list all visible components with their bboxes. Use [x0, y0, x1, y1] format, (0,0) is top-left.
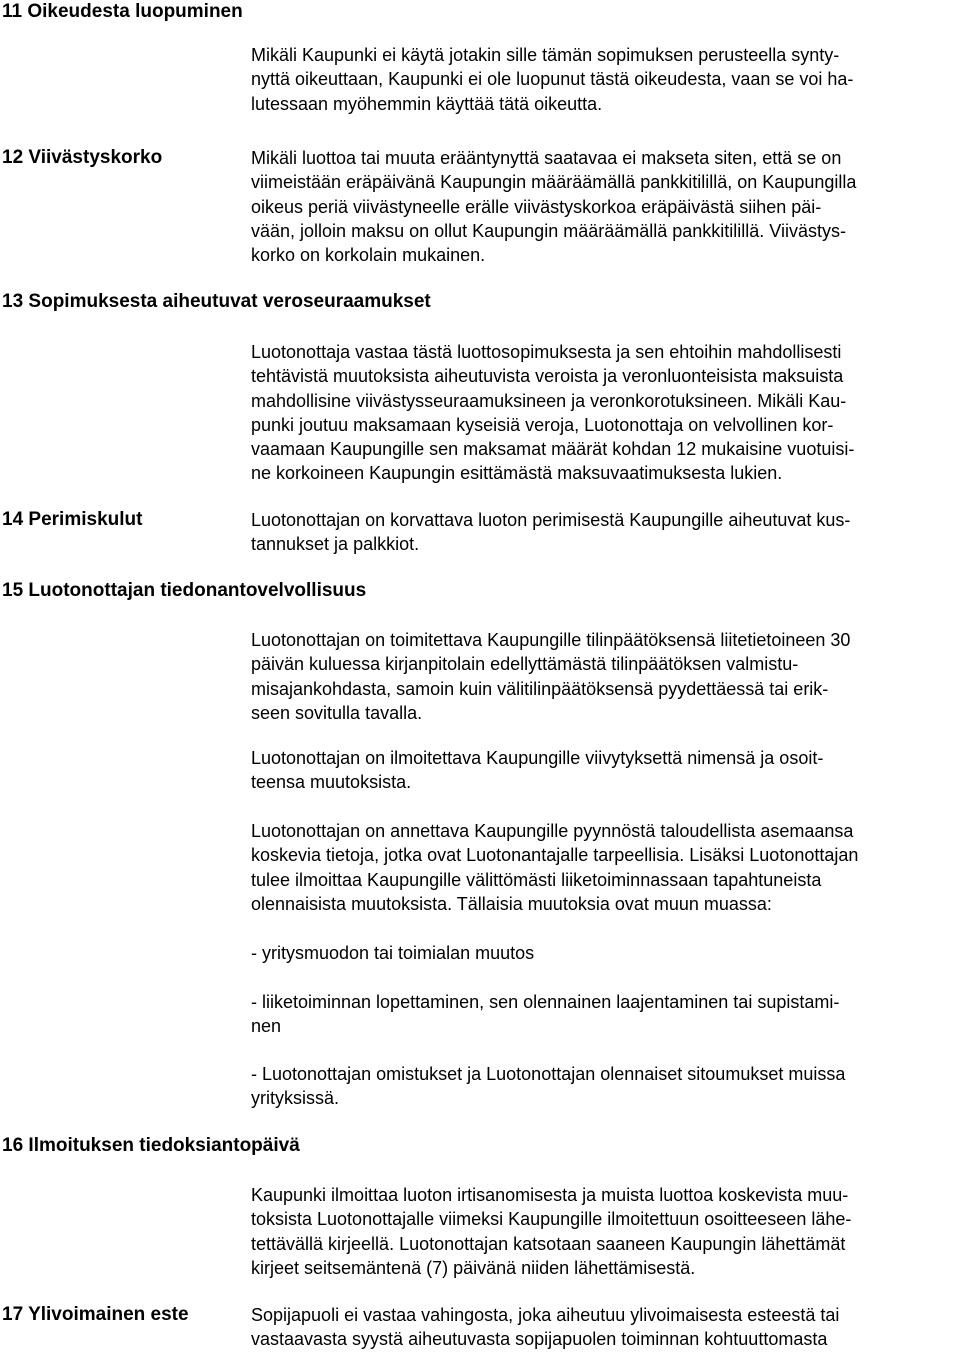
text-line: Luotonottajan on toimitettava Kaupungille tilinpäätöksensä liitetietoineen 30: [251, 630, 851, 650]
text-line: - liiketoiminnan lopettaminen, sen olennainen laajentaminen tai supistami-: [251, 992, 840, 1012]
section-13-paragraph-1: [251, 340, 959, 486]
section-15-heading: 15 Luotonottajan tiedonantovelvollisuus: [2, 580, 367, 601]
text-line: Sopijapuoli ei vastaa vahingosta, joka aiheutuu ylivoimaisesta esteestä tai: [251, 1305, 840, 1325]
text-line: - yritysmuodon tai toimialan muutos: [251, 943, 535, 963]
text-line: seen sovitulla tavalla.: [251, 702, 423, 723]
text-line: korko on korkolain mukainen.: [251, 245, 486, 266]
text-line: Luotonottaja vastaa tästä luottosopimuksesta ja sen ehtoihin mahdollisesti: [251, 342, 842, 362]
text-line: toksista Luotonottajalle viimeksi Kaupungille ilmoitettuun osoitteeseen lähe-: [251, 1209, 852, 1230]
text-line: nyttä oikeuttaan, Kaupunki ei ole luopunut tästä oikeudesta, vaan se voi ha-: [251, 69, 854, 90]
text-line: misajankohdasta, samoin kuin välitilinpäätöksensä pyydettäessä tai erik-: [251, 678, 829, 699]
section-17-paragraph-1: [251, 1303, 959, 1352]
section-12-heading: 12 Viivästyskorko: [2, 147, 163, 168]
text-line: olennaisista muutoksista. Tällaisia muutoksia ovat muun muassa:: [251, 893, 772, 914]
text-line: vään, jolloin maksu on ollut Kaupungin määräämällä pankkitilillä. Viivästys-: [251, 220, 846, 241]
section-15-list-item-1: [251, 941, 959, 965]
text-line: punki joutuu maksamaan kyseisiä veroja, Luotonottaja on velvollinen kor-: [251, 414, 834, 435]
section-11-heading: 11 Oikeudesta luopuminen: [2, 1, 243, 22]
text-line: lutessaan myöhemmin käyttää tätä oikeutta.: [251, 93, 603, 114]
text-line: kirjeet seitsemäntenä (7) päivänä niiden lähettämisestä.: [251, 1257, 696, 1278]
text-line: koskevia tietoja, jotka ovat Luotonantajalle tarpeellisia. Lisäksi Luotonottajan: [251, 845, 859, 866]
text-line: ne korkoineen Kaupungin esittämästä maksuvaatimuksesta lukien.: [251, 463, 783, 484]
text-line: tettävällä kirjeellä. Luotonottajan katsotaan saaneen Kaupungin lähettämät: [251, 1233, 846, 1254]
text-line: teensa muutoksista.: [251, 772, 412, 793]
section-12-paragraph-1: [251, 146, 959, 267]
section-11-paragraph-1: [251, 43, 959, 116]
section-16-heading: 16 Ilmoituksen tiedoksiantopäivä: [2, 1135, 300, 1156]
text-line: Mikäli Kaupunki ei käytä jotakin sille tämän sopimuksen perusteella synty-: [251, 45, 840, 65]
section-14-heading: 14 Perimiskulut: [2, 509, 143, 530]
text-line: nen: [251, 1016, 282, 1037]
text-line: Mikäli luottoa tai muuta erääntynyttä saatavaa ei makseta siten, että se on: [251, 148, 842, 168]
text-line: Kaupunki ilmoittaa luoton irtisanomisesta ja muista luottoa koskevista muu-: [251, 1185, 849, 1205]
text-line: tannukset ja palkkiot.: [251, 534, 420, 555]
section-15-list-item-2: [251, 990, 959, 1039]
section-15-paragraph-2: [251, 746, 959, 795]
text-line: oikeus periä viivästyneelle erälle viivästyskorkoa eräpäivästä siihen päi-: [251, 196, 822, 217]
section-15-paragraph-1: [251, 628, 959, 725]
text-line: yrityksissä.: [251, 1088, 340, 1109]
section-17-heading: 17 Ylivoimainen este: [2, 1304, 189, 1325]
text-line: - Luotonottajan omistukset ja Luotonottajan olennaiset sitoumukset muissa: [251, 1064, 846, 1084]
text-line: tehtävistä muutoksista aiheutuvista veroista ja veronluonteisista maksuista: [251, 366, 844, 387]
section-13-heading: 13 Sopimuksesta aiheutuvat veroseuraamukset: [2, 291, 431, 312]
text-line: vastaavasta syystä aiheutuvasta sopijapuolen toiminnan kohtuuttomasta: [251, 1329, 828, 1350]
section-16-paragraph-1: [251, 1183, 959, 1280]
section-15-paragraph-3: [251, 819, 959, 916]
section-14-paragraph-1: [251, 508, 959, 557]
text-line: vaamaan Kaupungille sen maksamat määrät kohdan 12 mukaisine vuotuisi-: [251, 439, 855, 460]
text-line: Luotonottajan on korvattava luoton perimisestä Kaupungille aiheutuvat kus-: [251, 510, 851, 530]
text-line: Luotonottajan on ilmoitettava Kaupungille viivytyksettä nimensä ja osoit-: [251, 748, 824, 768]
text-line: tulee ilmoittaa Kaupungille välittömästi liiketoiminnassaan tapahtuneista: [251, 869, 822, 890]
text-line: päivän kuluessa kirjanpitolain edellyttämästä tilinpäätöksen valmistu-: [251, 654, 799, 675]
text-line: mahdollisine viivästysseuraamuksineen ja veronkorotuksineen. Mikäli Kau-: [251, 390, 847, 411]
text-line: viimeistään eräpäivänä Kaupungin määräämällä pankkitilillä, on Kaupungilla: [251, 172, 857, 193]
section-15-list-item-3: [251, 1062, 959, 1111]
text-line: Luotonottajan on annettava Kaupungille pyynnöstä taloudellista asemaansa: [251, 821, 854, 841]
